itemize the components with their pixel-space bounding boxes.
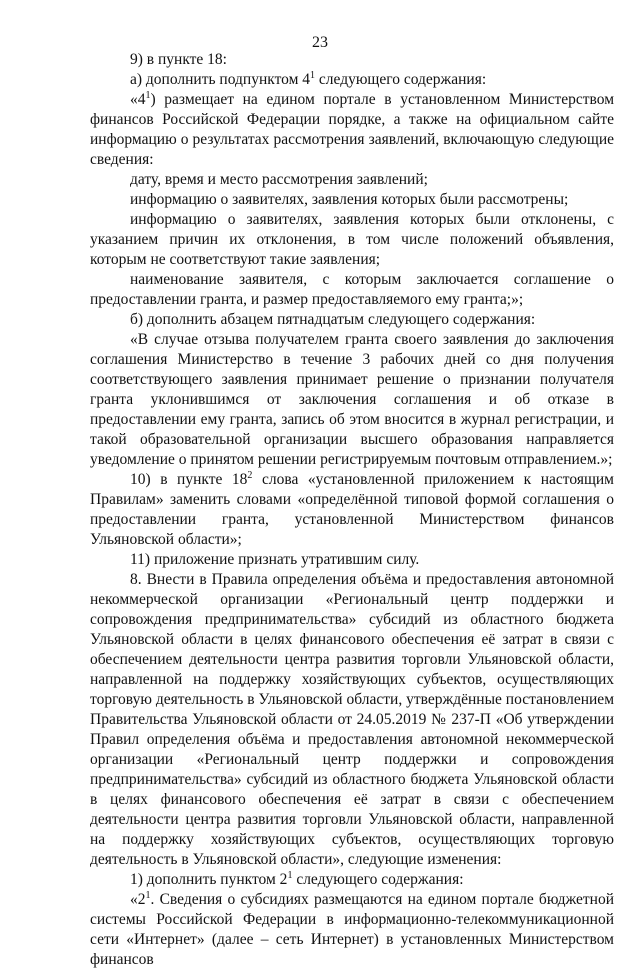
paragraph-list-grantee: наименование заявителя, с которым заключается соглашение о предоставлении гранта, и размер предоставляемого ему гранта;»; [90,271,614,308]
paragraph-section-8: 8. Внести в Правила определения объёма и предоставления автономной некоммерческой организации «Региональный центр поддержки и сопровождения предпринимательства» субсидий из областного бюджета Ульяновской области в целях финансового обеспечения её затрат в связи с обеспечением деятельности центра развития торговли Ульяновской области, направленной на поддержку хозяйствующих субъектов, осуществляющих торговую деятельность в Ульяновской области, утверждённые постановлением Правительства Ульяновской области от 24.05.2019 № 237-П «Об утверждении Правил определения объёма и предоставления автономной некоммерческой организации «Региональный центр поддержки и сопровождения предпринимательства» субсидий из областного бюджета Ульяновской области в целях финансового обеспечения её затрат в связи с обеспечением деятельности центра развития торговли Ульяновской области, направленной на поддержку хозяйствующих субъектов, осуществляющих торговую деятельность в Ульяновской области», следующие изменения: [90,571,614,868]
paragraph-quoted-withdrawal: «В случае отзыва получателем гранта своего заявления до заключения соглашения Министерство в течение 3 рабочих дней со дня получения соответствующего заявления принимает решение о признании получателя гранта уклонившимся от заключения соглашения и об отказе в предоставлении ему гранта, запись об этом вносится в журнал регистрации, и такой образовательной организации высшего образования направляется уведомление о принятом решении регистрируемым почтовым отправлением.»; [90,331,614,468]
paragraph-item-10: 10) в пункте $18^2$ слова «установленной приложением к настоящим Правилам» заменить словами «определённой типовой формой соглашения о предоставлении гранта, установленной Министерством финансов Ульяновской области»; [90,469,614,548]
paragraph-quoted-2-1: «$2^1$. Сведения о субсидиях размещаются на едином портале бюджетной системы Российской Федерации в информационно-телекоммуникационной сети «Интернет» (далее – сеть Интернет) в установленных Министерством финансов [90,889,614,968]
paragraph-subpoint-b: б) дополнить абзацем пятнадцатым следующего содержания: [130,311,536,328]
superscript: 1 [145,889,151,901]
paragraph-subitem-1: 1) дополнить пунктом $2^1$ следующего содержания: [130,869,464,888]
document-body [90,50,614,970]
paragraph-list-date: дату, время и место рассмотрения заявлений; [130,171,428,188]
paragraph-item-11: 11) приложение признать утратившим силу. [130,551,420,568]
superscript: 1 [287,869,293,881]
paragraph-subpoint-a: а) дополнить подпунктом $4^1$ следующего содержания: [130,69,487,88]
paragraph-list-rejected: информацию о заявителях, заявления которых были отклонены, с указанием причин их отклонения, в том числе положений объявления, которым не соответствуют такие заявления; [90,211,614,268]
page-number: 23 [312,34,328,51]
paragraph-quoted-4-1: «$4^1$) размещает на едином портале в установленном Министерством финансов Российской Федерации порядке, а также на официальном сайте информацию о результатах рассмотрения заявлений, включающую следующие сведения: [90,89,614,168]
paragraph-list-reviewed: информацию о заявителях, заявления которых были рассмотрены; [130,191,569,208]
superscript: 1 [145,89,151,101]
superscript: 1 [310,69,316,81]
superscript: 2 [247,469,253,481]
paragraph-item-9-intro: 9) в пункте 18: [130,51,227,68]
